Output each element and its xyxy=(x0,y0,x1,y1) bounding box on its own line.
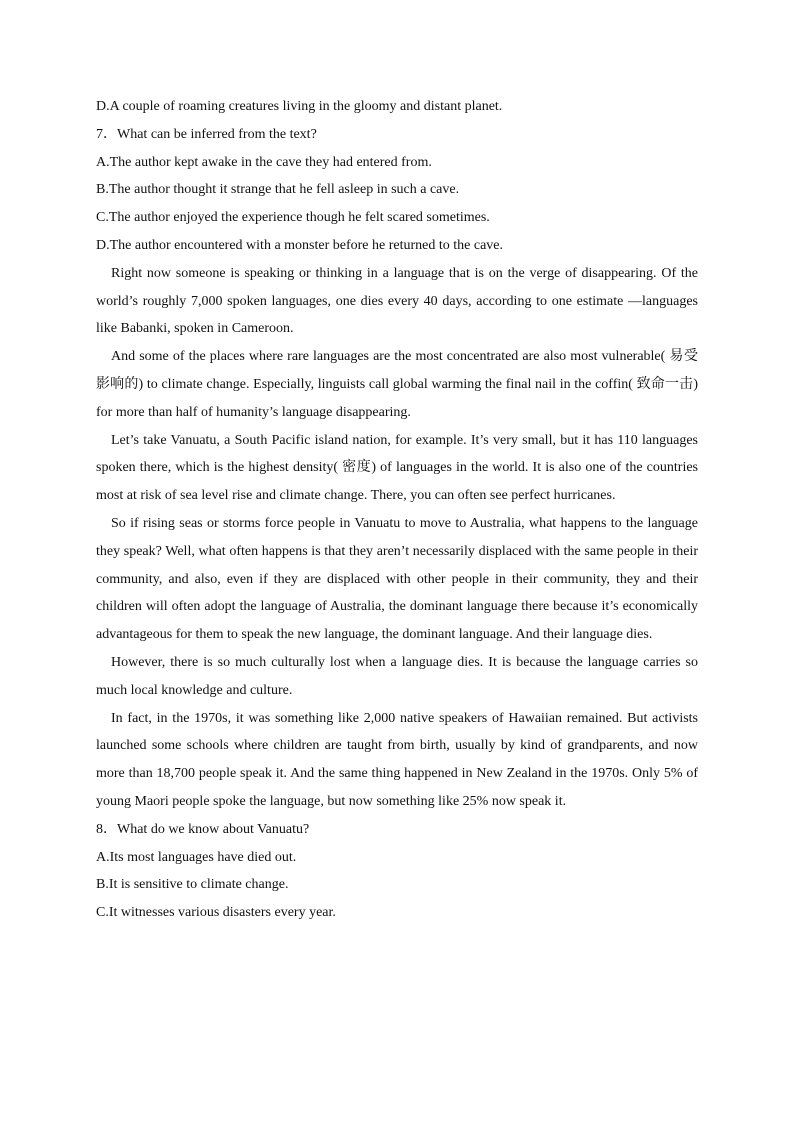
question-7-option-b: B.The author thought it strange that he fell asleep in such a cave. xyxy=(96,182,460,198)
question-6-option-d: D.A couple of roaming creatures living in the gloomy and distant planet. xyxy=(96,99,503,114)
question-7-stem: 7．What can be inferred from the text? xyxy=(96,126,317,142)
passage-paragraph-2: And some of the places where rare languages are the most concentrated are also most vulnerable( 易受影响的) to climate change. Especially, linguists call global warming the final nail in the coffin( 致命一击) for more than half of humanity’s language disappearing. xyxy=(96,349,698,420)
question-8-option-c: C.It witnesses various disasters every year. xyxy=(96,905,336,921)
document-page xyxy=(96,93,698,927)
question-8-stem: 8．What do we know about Vanuatu? xyxy=(96,821,310,837)
question-7-option-c: C.The author enjoyed the experience though he felt scared sometimes. xyxy=(96,210,490,226)
question-7-option-d: D.The author encountered with a monster before he returned to the cave. xyxy=(96,237,503,253)
question-8-option-a: A.Its most languages have died out. xyxy=(96,849,297,865)
question-7-option-a: A.The author kept awake in the cave they had entered from. xyxy=(96,154,432,170)
passage-paragraph-5: However, there is so much culturally lost when a language dies. It is because the language carries so much local knowledge and culture. xyxy=(96,654,698,698)
passage-paragraph-3: Let’s take Vanuatu, a South Pacific island nation, for example. It’s very small, but it has 110 languages spoken there, which is the highest density( 密度) of languages in the world. It is also one of the countries most at risk of sea level rise and climate change. There, you can often see perfect hurricanes. xyxy=(96,432,698,504)
question-8-option-b: B.It is sensitive to climate change. xyxy=(96,877,289,893)
passage-paragraph-1: Right now someone is speaking or thinking in a language that is on the verge of disappearing. Of the world’s roughly 7,000 spoken languages, one dies every 40 days, according to one estimate —languages like Babanki, spoken in Cameroon. xyxy=(96,265,698,337)
passage-paragraph-4: So if rising seas or storms force people in Vanuatu to move to Australia, what happens to the language they speak? Well, what often happens is that they aren’t necessarily displaced with the same people in their community, and also, even if they are displaced with other people in their community, they and their children will often adopt the language of Australia, the dominant language there because it’s economically advantageous for them to speak the new language, the dominant language. And their language dies. xyxy=(96,515,698,643)
passage-paragraph-6: In fact, in the 1970s, it was something like 2,000 native speakers of Hawaiian remained. But activists launched some schools where children are taught from birth, usually by kind of grandparents, and now more than 18,700 people speak it. And the same thing happened in New Zealand in the 1970s. Only 5% of young Maori people spoke the language, but now something like 25% now speak it. xyxy=(96,710,698,809)
